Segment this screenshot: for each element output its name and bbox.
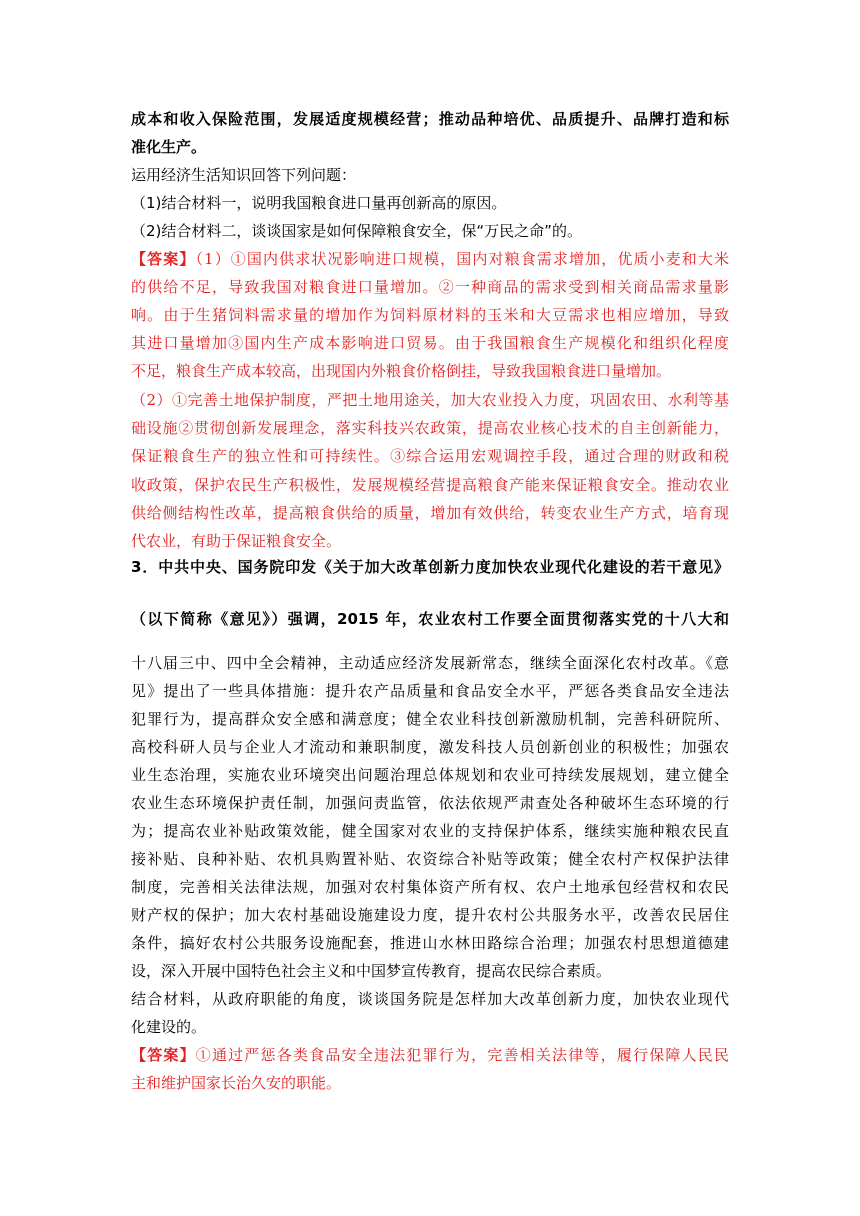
text-line	[131, 417, 729, 438]
text-line	[131, 680, 729, 701]
text-line	[131, 652, 729, 673]
line-text: 供给侧结构性改革，提高粮食供给的质量，增加有效供给，转变农业生产方式，培育现	[131, 504, 729, 522]
text-line	[131, 764, 729, 785]
text-line	[131, 220, 582, 241]
text-line	[131, 1016, 206, 1037]
text-line	[131, 304, 729, 325]
line-text: 接补贴、良种补贴、农机具购置补贴、农资综合补贴等政策；健全农村产权保护法律	[131, 850, 729, 868]
text-line	[131, 276, 729, 297]
line-text: 3．中共中央、国务院印发《关于加大改革创新力度加快农业现代化建设的若干意见》	[131, 558, 729, 576]
text-line	[131, 904, 729, 925]
text-line	[131, 192, 506, 213]
text-line	[131, 530, 341, 551]
line-text: 运用经济生活知识回答下列问题：	[131, 166, 357, 184]
text-line	[131, 248, 729, 269]
line-text: 础设施②贯彻创新发展理念，落实科技兴农政策，提高农业核心技术的自主创新能力，	[131, 419, 729, 437]
text-line	[131, 736, 729, 757]
text-line	[131, 360, 671, 381]
line-text: 高校科研人员与企业人才流动和兼职制度，激发科技人员创新创业的积极性；加强农	[131, 738, 729, 756]
line-text: （1)结合材料一，说明我国粮食进口量再创新高的原因。	[131, 194, 507, 212]
text-line	[131, 960, 611, 981]
text-line	[131, 389, 729, 410]
text-line	[131, 502, 729, 523]
line-text: 不足，粮食生产成本较高，出现国内外粮食价格倒挂，导致我国粮食进口量增加。	[131, 362, 672, 380]
line-text: 的供给不足，导致我国对粮食进口量增加。②一种商品的需求受到相关商品需求量影	[131, 278, 729, 296]
text-line	[131, 792, 729, 813]
text-line	[131, 445, 729, 466]
line-text: 犯罪行为，提高群众安全感和满意度；健全农业科技创新激励机制，完善科研院所、	[131, 710, 729, 728]
text-line	[131, 932, 729, 953]
line-text: 主和维护国家长治久安的职能。	[131, 1074, 342, 1092]
text-line	[131, 164, 356, 185]
text-line	[131, 108, 729, 129]
text-line	[131, 556, 729, 577]
text-line	[131, 820, 729, 841]
text-line	[131, 708, 729, 729]
text-line	[131, 1072, 341, 1093]
answer-tag: 【答案】	[131, 250, 196, 268]
line-text: （2）①完善土地保护制度，严把土地用途关，加大农业投入力度，巩固农田、水利等基	[131, 391, 729, 409]
line-text: ①通过严惩各类食品安全违法犯罪行为，完善相关法律等，履行保障人民民	[195, 1046, 729, 1064]
line-text: 条件，搞好农村公共服务设施配套，推进山水林田路综合治理；加强农村思想道德建	[131, 934, 729, 952]
text-line	[131, 876, 729, 897]
answer-tag: 【答案】	[131, 1046, 196, 1064]
text-line	[131, 136, 206, 157]
line-text: 为；提高农业补贴政策效能，健全国家对农业的支持保护体系，继续实施种粮农民直	[131, 822, 729, 840]
text-line	[131, 332, 729, 353]
line-text: 业生态治理，实施农业环境突出问题治理总体规划和农业可持续发展规划，建立健全	[131, 766, 729, 784]
line-text: （1）①国内供求状况影响进口规模，国内对粮食需求增加，优质小麦和大米	[195, 250, 729, 268]
line-text: 准化生产。	[131, 138, 207, 156]
line-text: 响。由于生猪饲料需求量的增加作为饲料原材料的玉米和大豆需求也相应增加，导致	[131, 306, 729, 324]
line-text: 制度，完善相关法律法规，加强对农村集体资产所有权、农户土地承包经营权和农民	[131, 878, 729, 896]
text-line	[131, 988, 729, 1009]
line-text: 农业生态环境保护责任制，加强问责监管，依法依规严肃查处各种破坏生态环境的行	[131, 794, 729, 812]
text-line	[131, 848, 729, 869]
text-line	[131, 474, 729, 495]
line-text: （2)结合材料二，谈谈国家是如何保障粮食安全，保“万民之命”的。	[131, 222, 582, 240]
line-text: 结合材料，从政府职能的角度，谈谈国务院是怎样加大改革创新力度，加快农业现代	[131, 990, 729, 1008]
line-text: 十八届三中、四中全会精神，主动适应经济发展新常态，继续全面深化农村改革。《意	[131, 654, 729, 672]
line-text: 化建设的。	[131, 1018, 207, 1036]
text-line	[131, 608, 729, 629]
line-text: 收政策，保护农民生产积极性，发展规模经营提高粮食产能来保证粮食安全。推动农业	[131, 476, 729, 494]
line-text: 代农业，有助于保证粮食安全。	[131, 532, 342, 550]
line-text: 保证粮食生产的独立性和可持续性。③综合运用宏观调控手段，通过合理的财政和税	[131, 447, 729, 465]
line-text: （以下简称《意见》）强调，2015 年，农业农村工作要全面贯彻落实党的十八大和	[131, 610, 729, 628]
line-text: 成本和收入保险范围，发展适度规模经营；推动品种培优、品质提升、品牌打造和标	[131, 110, 729, 128]
line-text: 其进口量增加③国内生产成本影响进口贸易。由于我国粮食生产规模化和组织化程度	[131, 334, 729, 352]
line-text: 见》提出了一些具体措施：提升农产品质量和食品安全水平，严惩各类食品安全违法	[131, 682, 729, 700]
line-text: 设，深入开展中国特色社会主义和中国梦宣传教育，提高农民综合素质。	[131, 962, 612, 980]
text-line	[131, 1044, 729, 1065]
line-text: 财产权的保护；加大农村基础设施建设力度，提升农村公共服务水平，改善农民居住	[131, 906, 729, 924]
